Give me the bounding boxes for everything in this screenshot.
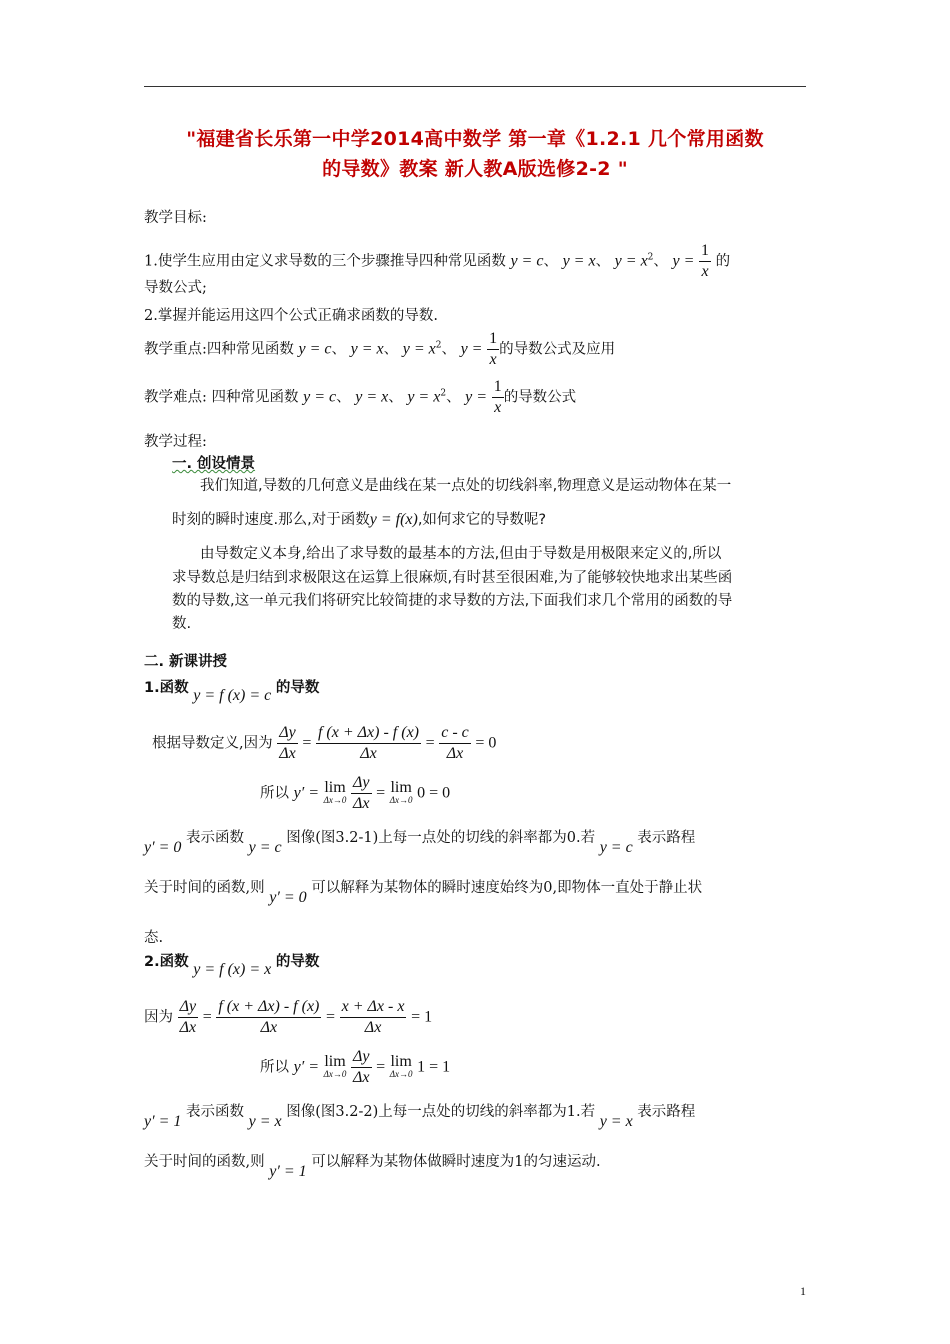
section1-p2c: 数的导数,这一单元我们将研究比较简捷的求导数的方法,下面我们求几个常用的函数的导 bbox=[172, 593, 733, 609]
section1-p2a: 由导数定义本身,给出了求导数的最基本的方法,但由于导数是用极限来定义的,所以 bbox=[200, 546, 722, 562]
difficulty-point: 教学难点: 四种常见函数 y = c、 y = x、 $y = x^2$、 y = $\frac{1}{x}$ 的导数公式 bbox=[144, 378, 577, 416]
page-number: 1 bbox=[800, 1284, 806, 1298]
document-title-line2: 的导数》教案 新人教A版选修2-2 " bbox=[322, 158, 628, 180]
section1-p2d: 数. bbox=[172, 616, 192, 632]
explain-1-line1: y′ = 0 表示函数 y = c 图像(图3.2-1)上每一点处的切线的斜率都为0.若 y = c 表示路程 bbox=[144, 830, 696, 856]
explain-2-line2: 关于时间的函数,则 y′ = 1 可以解释为某物体做瞬时速度为1的匀速运动. bbox=[144, 1154, 601, 1180]
section2-heading: 二. 新课讲授 bbox=[144, 654, 228, 670]
subsection-1-heading: 1.函数 y = f (x) = c 的导数 bbox=[144, 680, 320, 704]
key-point: 教学重点:四种常见函数 y = c、 y = x、 $y = x^2$、 y = $\frac{1}{x}$ 的导数公式及应用 bbox=[144, 330, 616, 368]
objective-item-2: 2.掌握并能运用这四个公式正确求函数的导数. bbox=[144, 308, 438, 324]
header-rule bbox=[144, 86, 806, 87]
limit-2: 所以 y′ = lim Δx→0 $\frac{\Delta y}{\Delta x}$ = lim Δx→0 1 = 1 bbox=[260, 1048, 451, 1086]
section1-p1a: 我们知道,导数的几何意义是曲线在某一点处的切线斜率,物理意义是运动物体在某一 bbox=[200, 478, 732, 494]
limit-1: 所以 y′ = lim Δx→0 $\frac{\Delta y}{\Delta x}$ = lim Δx→0 0 = 0 bbox=[260, 774, 451, 812]
process-heading: 教学过程: bbox=[144, 434, 207, 450]
section1-heading: 一. 创设情景 bbox=[172, 456, 256, 472]
objective-item-1: 1.使学生应用由定义求导数的三个步骤推导四种常见函数 y = c、 y = x、 $y = x^2$、 y = $\frac{1}{x}$ 的 bbox=[144, 242, 731, 280]
document-title-line1: "福建省长乐第一中学2014高中数学 第一章《1.2.1 几个常用函数 bbox=[186, 128, 764, 150]
derivation-1: 根据导数定义,因为 $\frac{\Delta y}{\Delta x}$ = $\frac{f (x + \Delta x) - f (x)}{\Delta x}$ = $\frac{c - c}{\Delta x}$ = 0 bbox=[152, 724, 497, 762]
section1-p1b: 时刻的瞬时速度.那么,对于函数y = f(x),如何求它的导数呢? bbox=[172, 511, 547, 528]
explain-1-line3: 态. bbox=[144, 930, 164, 946]
explain-1-line2: 关于时间的函数,则 y′ = 0 可以解释为某物体的瞬时速度始终为0,即物体一直处于静止状 bbox=[144, 880, 703, 906]
objective-item-1-cont: 导数公式; bbox=[144, 280, 207, 296]
subsection-2-heading: 2.函数 y = f (x) = x 的导数 bbox=[144, 954, 320, 978]
objectives-heading: 教学目标: bbox=[144, 210, 207, 226]
derivation-2: 因为 $\frac{\Delta y}{\Delta x}$ = $\frac{f (x + \Delta x) - f (x)}{\Delta x}$ = $\frac{x + \Delta x - x}{\Delta x}$ = 1 bbox=[144, 998, 433, 1036]
explain-2-line1: y′ = 1 表示函数 y = x 图像(图3.2-2)上每一点处的切线的斜率都为1.若 y = x 表示路程 bbox=[144, 1104, 696, 1130]
section1-p2b: 求导数总是归结到求极限这在运算上很麻烦,有时甚至很困难,为了能够较快地求出某些函 bbox=[172, 570, 733, 586]
